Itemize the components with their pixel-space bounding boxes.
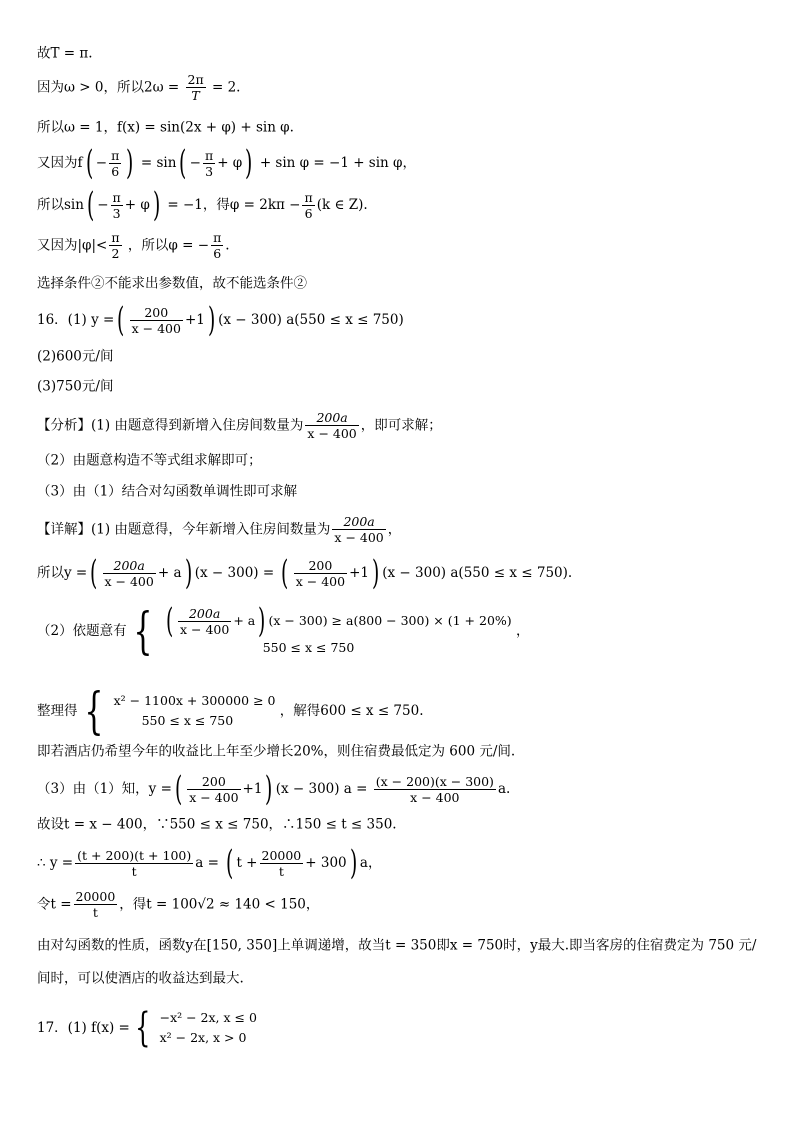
fraction: $\frac{\pi}{6}$ xyxy=(304,189,313,221)
text-line: 所以sin( − $\frac{\pi}{3}$ + φ) = −1，得φ = 2kπ − $\frac{\pi}{6}$ (k ∈ Z). xyxy=(37,185,368,225)
text-line xyxy=(37,117,294,138)
fraction: $\frac{200a}{x - 400}$ xyxy=(334,514,384,545)
text: = 2. xyxy=(211,79,241,96)
text-line: 令t = $\frac{20000}{t}$ ，得t = 100√2 ≈ 140 < 150， xyxy=(37,889,320,920)
fraction: $\frac{200}{x - 400}$ xyxy=(295,557,346,589)
detail-line: 【详解】(1) 由题意得，今年新增入住房间数量为 $\frac{200a}{x - 400}$ ， xyxy=(37,514,402,545)
text-line: (3)750元/间 xyxy=(37,378,114,395)
text-line xyxy=(37,273,307,294)
fraction: $\frac{\pi}{6}$ xyxy=(111,147,120,179)
text: 故T = π. xyxy=(37,45,93,62)
fraction: $\frac{200}{x - 400}$ xyxy=(189,773,239,805)
text-line xyxy=(37,72,240,103)
fraction: $\frac{200a}{x - 400}$ xyxy=(307,410,357,441)
text-line: 间时，可以使酒店的收益达到最大. xyxy=(37,970,244,987)
text-line: （3）由（1）知，y =( $\frac{200}{x - 400}$ +1) (x − 300) a = $\frac{(x - 200)(x - 300)}{x - 400}$ a. xyxy=(37,769,511,809)
question-17-answer: 17．(1) f(x) = { −x² − 2x, x ≤ 0 x² − 2x, x > 0 xyxy=(37,1005,257,1051)
system-line: 整理得 { x² − 1100x + 300000 ≥ 0 550 ≤ x ≤ 750 ，解得600 ≤ x ≤ 750. xyxy=(37,682,424,740)
text-line: ∴ y = $\frac{(t + 200)(t + 100)}{t}$ a = ( t + $\frac{20000}{t}$ + 300) a， xyxy=(37,843,382,883)
fraction: $\frac{20000}{t}$ xyxy=(261,847,302,879)
text: 因为ω > 0，所以2ω = xyxy=(37,79,180,96)
text: 选择条件②不能求出参数值，故不能选条件② xyxy=(37,275,307,292)
fraction: $\frac{200a}{x - 400}$ xyxy=(179,605,230,637)
text-line: 由对勾函数的性质，函数y在[150, 350]上单调递增，故当t = 350即x = 750时，y最大.即当客房的住宿费定为 750 元/ xyxy=(37,937,757,954)
text-line: （3）由（1）结合对勾函数单调性即可求解 xyxy=(37,483,298,500)
text-line: 即若酒店仍希望今年的收益比上年至少增长20%，则住宿费最低定为 600 元/间. xyxy=(37,743,516,760)
text-line: 所以y =( $\frac{200a}{x - 400}$ + a) (x − 300) = ( $\frac{200}{x - 400}$ +1) (x − 300) a(550 ≤ x ≤ 750). xyxy=(37,553,573,593)
fraction: $\frac{(t + 200)(t + 100)}{t}$ xyxy=(77,847,192,879)
text-line: (2)600元/间 xyxy=(37,348,114,365)
text-line: 故设t = x − 400，∵550 ≤ x ≤ 750，∴150 ≤ t ≤ 350. xyxy=(37,816,397,833)
text: 所以ω = 1，f(x) = sin(2x + φ) + sin φ. xyxy=(37,119,294,136)
question-16-answer: 16．(1) y =( $\frac{200}{x - 400}$ +1) (x − 300) a(550 ≤ x ≤ 750) xyxy=(37,300,404,340)
text-line: （2）由题意构造不等式组求解即可； xyxy=(37,452,262,469)
system-line: （2）依题意有 { ( $\frac{200a}{x - 400}$ + a) (x − 300) ≥ a(800 − 300) × (1 + 20%) 550 ≤ x ≤ 750 ， xyxy=(37,601,530,660)
fraction: $\frac{20000}{t}$ xyxy=(75,889,116,920)
fraction: $\frac{\pi}{2}$ xyxy=(111,230,120,261)
fraction: $\frac{\pi}{6}$ xyxy=(213,230,222,261)
fraction: $\frac{2\pi}{T}$ xyxy=(187,72,204,103)
analysis-line: 【分析】(1) 由题意得到新增入住房间数量为 $\frac{200a}{x - 400}$ ，即可求解； xyxy=(37,410,442,441)
fraction: $\frac{\pi}{3}$ xyxy=(204,147,214,179)
fraction: $\frac{\pi}{3}$ xyxy=(112,189,121,221)
fraction: $\frac{(x - 200)(x - 300)}{x - 400}$ xyxy=(375,773,494,805)
text-line xyxy=(37,43,93,64)
fraction: $\frac{200a}{x - 400}$ xyxy=(104,557,154,589)
text-line: 又因为f( − $\frac{\pi}{6}$ ) = sin( − $\frac{\pi}{3}$ + φ) + sin φ = −1 + sin φ， xyxy=(37,143,416,183)
fraction: $\frac{200}{x - 400}$ xyxy=(131,304,181,336)
text-line: 又因为|φ|< $\frac{\pi}{2}$ ，所以φ = − $\frac{\pi}{6}$ . xyxy=(37,230,230,261)
